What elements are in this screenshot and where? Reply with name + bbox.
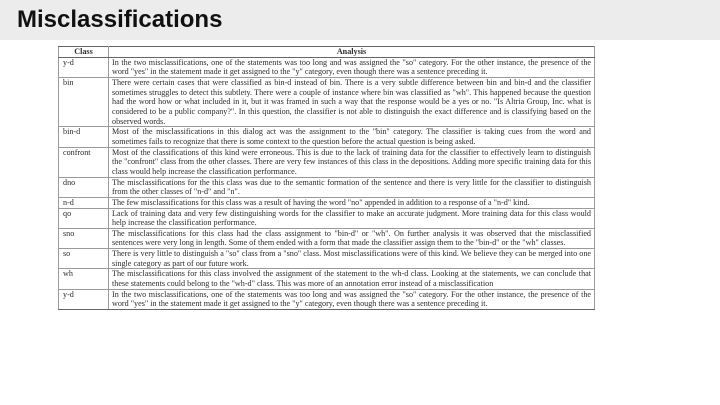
analysis-cell: In the two misclassifications, one of the statements was too long and was assigned the "so" category. For the other instance, the presence of the word "yes" in the statement made it get assigned to the "y" category, even though there was a sentence preceding it. xyxy=(109,289,595,309)
table-row xyxy=(59,57,595,77)
analysis-cell: Lack of training data and very few distinguishing words for the classifier to make an accurate judgment. More training data for this class would help increase the classification performance. xyxy=(109,208,595,228)
class-cell: n-d xyxy=(59,197,109,208)
analysis-column-header: Analysis xyxy=(109,47,595,58)
class-column-header: Class xyxy=(59,47,109,58)
table-row xyxy=(59,269,595,289)
table-row xyxy=(59,177,595,197)
class-cell: dno xyxy=(59,177,109,197)
table-row xyxy=(59,77,595,126)
analysis-cell: There were certain cases that were classified as bin-d instead of bin. There is a very subtle difference between bin and bin-d and the classifier sometimes struggles to detect this subtlety. There were a couple of instance where bin was classified as "wh". This happened because the question had the word how or what included in it, but it was framed in such a way that the response would be a yes or no. "Is Altria Group, Inc. what is considered to be a public company?". In this question, the classifier is not able to distinguish the exact difference and is classifying based on the observed words. xyxy=(109,77,595,126)
slide-title: Misclassifications xyxy=(17,6,223,33)
analysis-cell: There is very little to distinguish a "so" class from a "sno" class. Most misclassifications were of this kind. We believe they can be merged into one single category as part of our future work. xyxy=(109,249,595,269)
class-cell: qo xyxy=(59,208,109,228)
analysis-cell: The misclassifications for this class had the class assignment to "bin-d" or "wh". On further analysis it was observed that the misclassified sentences were very long in length. Some of them ended with a form that made the classifier assign them to the "bin-d" or the "wh" classes. xyxy=(109,228,595,248)
misclassification-table-container xyxy=(58,46,594,310)
table-header-row xyxy=(59,47,595,58)
class-cell: bin-d xyxy=(59,127,109,147)
class-cell: so xyxy=(59,249,109,269)
class-cell: y-d xyxy=(59,57,109,77)
analysis-cell: The misclassifications for this class involved the assignment of the statement to the wh-d class. Looking at the statements, we can conclude that these statements could belong to the "wh-d" class. This was more of an annotation error instead of a misclassification xyxy=(109,269,595,289)
misclassification-table xyxy=(58,46,595,310)
table-row xyxy=(59,197,595,208)
table-row xyxy=(59,127,595,147)
table-row xyxy=(59,147,595,177)
table-row xyxy=(59,228,595,248)
class-cell: bin xyxy=(59,77,109,126)
analysis-cell: In the two misclassifications, one of the statements was too long and was assigned the "so" category. For the other instance, the presence of the word "yes" in the statement made it get assigned to the "y" category, even though there was a sentence preceding it. xyxy=(109,57,595,77)
analysis-cell: Most of the classifications of this kind were erroneous. This is due to the lack of training data for the classifier to effectively learn to distinguish the "confront" class from the other classes. There are very few instances of this class in the depositions. Adding more specific training data for this class would help increase the classification performance. xyxy=(109,147,595,177)
class-cell: sno xyxy=(59,228,109,248)
class-cell: confront xyxy=(59,147,109,177)
class-cell: wh xyxy=(59,269,109,289)
title-bar xyxy=(0,0,720,40)
analysis-cell: The misclassifications for the this class was due to the semantic formation of the sentence and there is very little for the classifier to distinguish from the other classes of "n-d" and "n". xyxy=(109,177,595,197)
table-row xyxy=(59,208,595,228)
class-cell: y-d xyxy=(59,289,109,309)
analysis-cell: The few misclassifications for this class was a result of having the word "no" appended in addition to a response of a "n-d" kind. xyxy=(109,197,595,208)
table-row xyxy=(59,289,595,309)
table-row xyxy=(59,249,595,269)
analysis-cell: Most of the misclassifications in this dialog act was the assignment to the "bin" category. The classifier is taking cues from the word and sometimes fails to recognize that there is some context to the question before the actual question is being asked. xyxy=(109,127,595,147)
